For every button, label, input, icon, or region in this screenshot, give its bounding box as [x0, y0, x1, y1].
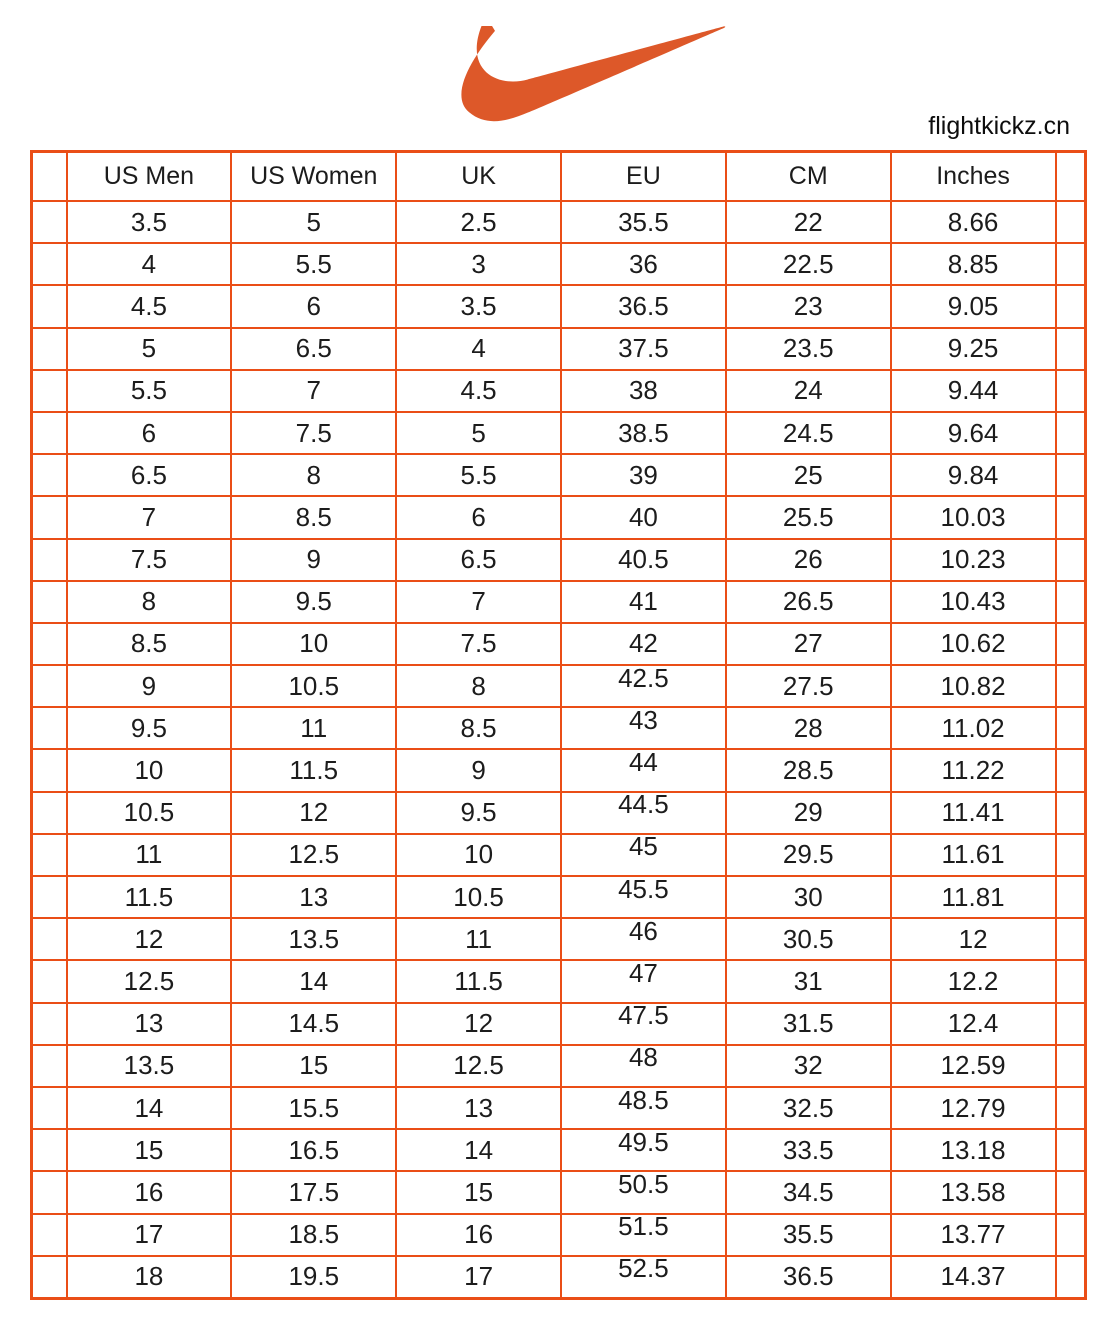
right-rail [1056, 1129, 1086, 1171]
size-cell: 8 [396, 665, 561, 707]
size-cell: 7.5 [231, 412, 396, 454]
table-row [32, 1087, 1086, 1129]
table-row [32, 370, 1086, 412]
size-cell: 9.64 [891, 412, 1056, 454]
right-rail [1056, 285, 1086, 327]
size-cell: 7.5 [396, 623, 561, 665]
size-cell: 14 [231, 960, 396, 1002]
size-chart-body [32, 201, 1086, 1298]
size-cell: 10.03 [891, 496, 1056, 538]
size-chart-header [32, 152, 1086, 202]
right-rail [1056, 707, 1086, 749]
size-cell: 12 [891, 918, 1056, 960]
right-rail [1056, 243, 1086, 285]
size-cell: 16 [396, 1214, 561, 1256]
size-cell: 11 [396, 918, 561, 960]
table-row [32, 581, 1086, 623]
size-cell: 38.5 [561, 412, 726, 454]
size-cell: 14.5 [231, 1003, 396, 1045]
size-cell: 12.5 [231, 834, 396, 876]
size-cell: 35.5 [561, 201, 726, 243]
left-rail [32, 623, 67, 665]
size-cell: 12 [396, 1003, 561, 1045]
table-row [32, 1214, 1086, 1256]
column-header: CM [726, 152, 891, 202]
right-rail [1056, 1087, 1086, 1129]
size-cell: 47.5 [561, 1003, 726, 1045]
size-cell: 10.5 [231, 665, 396, 707]
right-rail [1056, 1256, 1086, 1299]
left-rail [32, 285, 67, 327]
size-chart-table [30, 150, 1087, 1300]
size-cell: 12.79 [891, 1087, 1056, 1129]
size-cell: 25 [726, 454, 891, 496]
right-rail [1056, 370, 1086, 412]
size-cell: 10.5 [396, 876, 561, 918]
size-cell: 11.22 [891, 749, 1056, 791]
size-cell: 10 [396, 834, 561, 876]
left-rail [32, 1171, 67, 1213]
table-row [32, 496, 1086, 538]
column-header: US Women [231, 152, 396, 202]
right-rail [1056, 581, 1086, 623]
size-cell: 7.5 [67, 539, 232, 581]
size-cell: 17.5 [231, 1171, 396, 1213]
size-cell: 13 [67, 1003, 232, 1045]
size-cell: 4 [67, 243, 232, 285]
size-cell: 2.5 [396, 201, 561, 243]
size-cell: 17 [396, 1256, 561, 1299]
column-header: UK [396, 152, 561, 202]
size-cell: 27 [726, 623, 891, 665]
right-rail [1056, 454, 1086, 496]
left-rail [32, 243, 67, 285]
size-cell: 8 [67, 581, 232, 623]
size-cell: 5.5 [67, 370, 232, 412]
right-rail [1056, 1003, 1086, 1045]
size-cell: 23.5 [726, 328, 891, 370]
size-cell: 47 [561, 960, 726, 1002]
size-cell: 7 [231, 370, 396, 412]
size-cell: 16 [67, 1171, 232, 1213]
left-rail [32, 328, 67, 370]
size-cell: 40.5 [561, 539, 726, 581]
size-cell: 28.5 [726, 749, 891, 791]
size-cell: 10.23 [891, 539, 1056, 581]
size-cell: 6 [396, 496, 561, 538]
table-row [32, 1129, 1086, 1171]
size-cell: 5 [231, 201, 396, 243]
table-row [32, 412, 1086, 454]
size-cell: 12.4 [891, 1003, 1056, 1045]
left-rail [32, 1256, 67, 1299]
left-rail [32, 412, 67, 454]
left-rail [32, 201, 67, 243]
size-cell: 15 [231, 1045, 396, 1087]
size-cell: 12.5 [396, 1045, 561, 1087]
left-rail [32, 454, 67, 496]
size-cell: 11 [231, 707, 396, 749]
size-cell: 15 [396, 1171, 561, 1213]
right-rail [1056, 918, 1086, 960]
size-cell: 45.5 [561, 876, 726, 918]
size-cell: 8.5 [396, 707, 561, 749]
size-cell: 5.5 [396, 454, 561, 496]
size-cell: 43 [561, 707, 726, 749]
right-rail [1056, 1214, 1086, 1256]
left-rail [32, 834, 67, 876]
right-rail [1056, 876, 1086, 918]
header-row [32, 152, 1086, 202]
size-cell: 24.5 [726, 412, 891, 454]
right-rail [1056, 665, 1086, 707]
table-row [32, 960, 1086, 1002]
right-rail [1056, 539, 1086, 581]
size-cell: 13 [231, 876, 396, 918]
table-row [32, 285, 1086, 327]
left-rail [32, 1087, 67, 1129]
size-cell: 9.84 [891, 454, 1056, 496]
table-row [32, 201, 1086, 243]
table-row [32, 876, 1086, 918]
size-cell: 15 [67, 1129, 232, 1171]
left-rail [32, 749, 67, 791]
size-cell: 11.5 [396, 960, 561, 1002]
table-row [32, 834, 1086, 876]
size-cell: 10 [231, 623, 396, 665]
size-cell: 3.5 [396, 285, 561, 327]
size-cell: 9.5 [231, 581, 396, 623]
size-cell: 11.61 [891, 834, 1056, 876]
right-rail [1056, 749, 1086, 791]
page-header [0, 0, 1100, 140]
size-cell: 8.5 [231, 496, 396, 538]
size-cell: 36.5 [726, 1256, 891, 1299]
right-rail [1056, 496, 1086, 538]
size-cell: 9.25 [891, 328, 1056, 370]
table-row [32, 1003, 1086, 1045]
size-cell: 6.5 [396, 539, 561, 581]
size-cell: 7 [396, 581, 561, 623]
size-cell: 25.5 [726, 496, 891, 538]
left-rail [32, 876, 67, 918]
table-row [32, 665, 1086, 707]
size-cell: 9.5 [67, 707, 232, 749]
table-row [32, 1045, 1086, 1087]
size-cell: 9.5 [396, 792, 561, 834]
size-cell: 18.5 [231, 1214, 396, 1256]
size-cell: 15.5 [231, 1087, 396, 1129]
size-cell: 10.43 [891, 581, 1056, 623]
size-cell: 29.5 [726, 834, 891, 876]
size-cell: 4.5 [396, 370, 561, 412]
size-cell: 12.5 [67, 960, 232, 1002]
size-cell: 42.5 [561, 665, 726, 707]
size-cell: 6.5 [231, 328, 396, 370]
left-rail [32, 1129, 67, 1171]
column-header: EU [561, 152, 726, 202]
table-row [32, 623, 1086, 665]
size-cell: 13.77 [891, 1214, 1056, 1256]
size-cell: 40 [561, 496, 726, 538]
right-rail [1056, 1045, 1086, 1087]
size-cell: 11.5 [231, 749, 396, 791]
table-row [32, 707, 1086, 749]
site-name: flightkickz.cn [928, 112, 1070, 140]
size-cell: 36 [561, 243, 726, 285]
size-cell: 27.5 [726, 665, 891, 707]
size-cell: 34.5 [726, 1171, 891, 1213]
right-rail [1056, 412, 1086, 454]
size-cell: 5 [396, 412, 561, 454]
left-rail [32, 539, 67, 581]
right-rail [1056, 792, 1086, 834]
left-rail [32, 370, 67, 412]
size-cell: 51.5 [561, 1214, 726, 1256]
size-cell: 9 [67, 665, 232, 707]
size-cell: 5 [67, 328, 232, 370]
column-header: US Men [67, 152, 232, 202]
size-cell: 18 [67, 1256, 232, 1299]
table-row [32, 918, 1086, 960]
size-cell: 4 [396, 328, 561, 370]
left-rail [32, 581, 67, 623]
column-header: Inches [891, 152, 1056, 202]
size-cell: 39 [561, 454, 726, 496]
size-cell: 41 [561, 581, 726, 623]
size-cell: 30.5 [726, 918, 891, 960]
table-row [32, 1171, 1086, 1213]
right-rail [1056, 152, 1086, 202]
size-cell: 9 [231, 539, 396, 581]
left-rail [32, 1214, 67, 1256]
size-cell: 11.02 [891, 707, 1056, 749]
left-rail [32, 152, 67, 202]
size-cell: 8.85 [891, 243, 1056, 285]
size-cell: 23 [726, 285, 891, 327]
size-cell: 8.5 [67, 623, 232, 665]
size-cell: 11.5 [67, 876, 232, 918]
size-cell: 36.5 [561, 285, 726, 327]
size-cell: 24 [726, 370, 891, 412]
size-cell: 28 [726, 707, 891, 749]
table-row [32, 328, 1086, 370]
size-cell: 9.05 [891, 285, 1056, 327]
left-rail [32, 960, 67, 1002]
size-cell: 3 [396, 243, 561, 285]
size-cell: 12.59 [891, 1045, 1056, 1087]
size-cell: 44 [561, 749, 726, 791]
size-cell: 17 [67, 1214, 232, 1256]
right-rail [1056, 834, 1086, 876]
size-cell: 33.5 [726, 1129, 891, 1171]
size-cell: 10 [67, 749, 232, 791]
size-cell: 29 [726, 792, 891, 834]
size-cell: 12 [231, 792, 396, 834]
size-cell: 6 [231, 285, 396, 327]
size-cell: 26.5 [726, 581, 891, 623]
size-cell: 48 [561, 1045, 726, 1087]
nike-swoosh-icon [452, 26, 734, 122]
size-cell: 44.5 [561, 792, 726, 834]
size-cell: 13.58 [891, 1171, 1056, 1213]
right-rail [1056, 201, 1086, 243]
size-cell: 9 [396, 749, 561, 791]
size-cell: 10.82 [891, 665, 1056, 707]
size-cell: 13.5 [67, 1045, 232, 1087]
size-cell: 11 [67, 834, 232, 876]
table-row [32, 539, 1086, 581]
size-cell: 14 [396, 1129, 561, 1171]
size-cell: 12 [67, 918, 232, 960]
size-cell: 22.5 [726, 243, 891, 285]
size-cell: 35.5 [726, 1214, 891, 1256]
size-cell: 13.5 [231, 918, 396, 960]
left-rail [32, 707, 67, 749]
table-row [32, 1256, 1086, 1299]
size-cell: 22 [726, 201, 891, 243]
size-cell: 26 [726, 539, 891, 581]
size-cell: 13.18 [891, 1129, 1056, 1171]
left-rail [32, 792, 67, 834]
right-rail [1056, 328, 1086, 370]
size-cell: 4.5 [67, 285, 232, 327]
size-cell: 9.44 [891, 370, 1056, 412]
size-cell: 6 [67, 412, 232, 454]
size-cell: 31 [726, 960, 891, 1002]
size-cell: 38 [561, 370, 726, 412]
left-rail [32, 665, 67, 707]
size-cell: 14 [67, 1087, 232, 1129]
size-cell: 12.2 [891, 960, 1056, 1002]
size-cell: 37.5 [561, 328, 726, 370]
size-cell: 46 [561, 918, 726, 960]
size-cell: 11.81 [891, 876, 1056, 918]
size-cell: 13 [396, 1087, 561, 1129]
size-cell: 8 [231, 454, 396, 496]
size-cell: 7 [67, 496, 232, 538]
left-rail [32, 918, 67, 960]
left-rail [32, 1003, 67, 1045]
size-cell: 50.5 [561, 1171, 726, 1213]
table-row [32, 792, 1086, 834]
size-cell: 10.62 [891, 623, 1056, 665]
size-cell: 52.5 [561, 1256, 726, 1299]
size-cell: 19.5 [231, 1256, 396, 1299]
size-cell: 48.5 [561, 1087, 726, 1129]
right-rail [1056, 623, 1086, 665]
size-cell: 32 [726, 1045, 891, 1087]
size-cell: 10.5 [67, 792, 232, 834]
size-cell: 5.5 [231, 243, 396, 285]
size-cell: 3.5 [67, 201, 232, 243]
size-cell: 31.5 [726, 1003, 891, 1045]
size-cell: 11.41 [891, 792, 1056, 834]
size-cell: 49.5 [561, 1129, 726, 1171]
size-cell: 30 [726, 876, 891, 918]
right-rail [1056, 960, 1086, 1002]
table-row [32, 749, 1086, 791]
left-rail [32, 496, 67, 538]
size-cell: 8.66 [891, 201, 1056, 243]
left-rail [32, 1045, 67, 1087]
right-rail [1056, 1171, 1086, 1213]
size-cell: 42 [561, 623, 726, 665]
size-cell: 6.5 [67, 454, 232, 496]
size-cell: 14.37 [891, 1256, 1056, 1299]
size-cell: 45 [561, 834, 726, 876]
table-row [32, 454, 1086, 496]
table-row [32, 243, 1086, 285]
size-cell: 32.5 [726, 1087, 891, 1129]
size-cell: 16.5 [231, 1129, 396, 1171]
